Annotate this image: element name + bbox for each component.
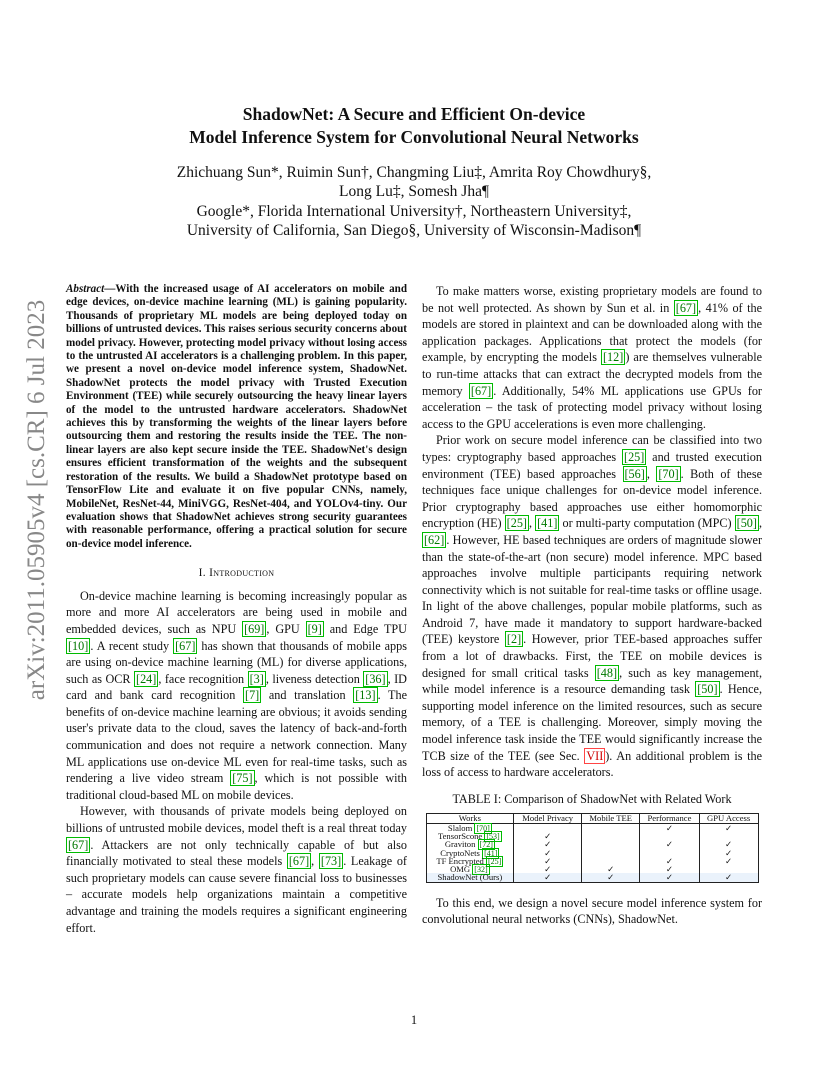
table-caption: TABLE I: Comparison of ShadowNet with Related Work [452,791,732,806]
citation-link[interactable]: [2] [506,632,522,647]
citation-link[interactable]: [24] [136,671,157,686]
table-header-performance: Performance [640,814,700,823]
work-name: OMG [450,864,471,875]
citation-link[interactable]: [48] [596,665,618,680]
citation-link[interactable]: [73] [320,854,342,869]
table-body [426,823,758,882]
citation-link[interactable]: [7] [245,688,260,703]
abstract-text: —With the increased usage of AI accelerators on mobile and edge devices, on-device machine learning (ML) is gaining popularity. Thousands of proprietary ML models are being deployed today on billions of untrusted devices. This raises serious security concerns about model privacy. However, protecting model privacy without losing access to the untrusted AI accelerators is a challenging problem. In this paper, we present a novel on-device model inference system, ShadowNet. ShadowNet protects the model privacy with Trusted Execution Environment (TEE) while securely outsourcing the heavy linear layers of the model to the untrusted hardware accelerators. ShadowNet achieves this by transforming the weights of the linear layers before outsourcing them and restoring the results inside the TEE. The non-linear layers are also kept secure inside the TEE. ShadowNet's design ensures efficient transformation of the weights and the subsequent restoration of the results. We build a ShadowNet prototype based on TensorFlow Lite and evaluate it on five popular CNNs, namely, MobileNet, ResNet-44, MiniVGG, ResNet-404, and YOLOv4-tiny. Our evaluation shows that ShadowNet achieves strong security guarantees with reasonable performance, offering a practical solution for secure on-device model inference. [66,283,407,550]
citation-link[interactable]: [70] [658,466,679,481]
table-header-model-privacy: Model Privacy [514,814,582,823]
table-cell-check: ✓ [640,873,700,882]
work-name: TF Encrypted [436,855,484,866]
paper-title-line-2: Model Inference System for Convolutional Neural Networks [189,127,639,147]
citation-link[interactable]: [12] [603,350,624,365]
arxiv-side-stamp [4,300,64,700]
table-cell-check: ✓ [699,857,758,865]
right-paragraph-3: To this end, we design a novel secure model inference system for convolutional neural networks (CNNs), ShadowNet. [422,895,762,927]
left-column [66,283,407,936]
table-cell-check: ✓ [640,865,700,873]
abstract-label: Abstract [66,283,105,295]
table-cell-check: ✓ [514,873,582,882]
citation-link[interactable]: [25] [624,449,645,464]
table-cell-check: ✓ [514,857,582,865]
table-header-mobile-tee: Mobile TEE [582,814,640,823]
work-name: ShadowNet (Ours) [437,872,503,883]
intro-paragraph-2: However, with thousands of private models being deployed on billions of untrusted mobile devices, model theft is a real threat today [67] . Attackers are not only technically capable of but also financially motivated to steal these models [67] , [73] . Leakage of such proprietary models can cause severe financial loss to businesses – accurate models help organizations maintain a competitive advantage and training the models requires a significant engineering effort. [66,804,407,935]
abstract [66,283,407,551]
citation-link[interactable]: [32] [474,865,488,875]
table-cell-check: ✓ [699,840,758,848]
citation-link[interactable]: [72] [479,840,493,850]
paper-title-line-1: ShadowNet: A Secure and Efficient On-device [242,104,586,124]
table-cell-check: ✓ [514,840,582,848]
citation-link[interactable]: [3] [249,671,264,686]
table-cell-check: ✓ [640,857,700,865]
citation-link[interactable]: [13] [355,688,376,703]
table-header-row [426,814,758,823]
affiliations-line-1: Google*, Florida International University†, Northeastern University‡, [196,203,632,220]
work-name: Graviton [444,839,476,850]
citation-link[interactable]: [36] [365,671,386,686]
affiliations-line-2: University of California, San Diego§, University of Wisconsin-Madison¶ [186,222,642,239]
authors-line-1: Zhichuang Sun*, Ruimin Sun†, Changming Liu‡, Amrita Roy Chowdhury§, [176,164,652,181]
citation-link[interactable]: [67] [175,638,196,653]
work-name: CryptoNets [440,847,480,858]
citation-link[interactable]: [10] [68,638,89,653]
table-header-gpu-access: GPU Access [699,814,758,823]
citation-link[interactable]: [50] [697,682,718,697]
citation-link[interactable]: [25] [488,856,502,866]
table-cell-check: ✓ [514,832,582,840]
right-column [422,283,762,928]
table-cell-check: ✓ [514,849,582,857]
citation-link[interactable]: [69] [244,621,265,636]
table-header-works: Works [426,814,514,823]
citation-link[interactable]: [25] [506,516,527,531]
citation-link[interactable]: [41] [537,516,558,531]
right-paragraph-2: Prior work on secure model inference can be classified into two types: cryptography based approaches [25] and trusted execution environment (TEE) based approaches [56] , [70] . Both of these techniques face unique challenges for on-device model inference. Prior cryptography based approaches use either homomorphic encryption (HE) [25] , [41] or multi-party computation (MPC) [50] , [62] . However, HE based techniques are orders of magnitude slower than the state-of-the-art (non secure) model inference. MPC based approaches involve multiple participants requiring network connectivity which is not suitable for real-time tasks or offline usage. In light of the above challenges, popular mobile platforms, such as Android 7, have made it mandatory to support hardware-backed (TEE) keystore [2] . However, prior TEE-based approaches suffer from a lot of drawbacks. First, the TEE on mobile devices is designed for small critical tasks [48] , such as key management, while model inference is a resource demanding task [50] . Hence, supporting model inference on the limited resources, such as secure memory, of a TEE is challenging. Moreover, simply moving the model inference task inside the TEE would significantly increase the TCB size of the TEE (see Sec. VII ). An additional problem is the loss of access to hardware accelerators. [422,433,763,780]
citation-link[interactable]: [67] [288,854,310,869]
citation-link[interactable]: [67] [470,383,492,398]
citation-link[interactable]: [67] [675,300,697,315]
table-cell-check: ✓ [514,865,582,873]
intro-paragraph-1: On-device machine learning is becoming increasingly popular as more and more AI accelerators are being used in mobile and embedded devices, such as NPU [69] , GPU [9] and Edge TPU [10] . A recent study [67] has shown that thousands of mobile apps are using on-device machine learning (ML) for diverse applications, such as OCR [24] , face recognition [3] , liveness detection [36] , ID card and bank card recognition [7] and translation [13] . The benefits of on-device machine learning are obvious; it avoids sending user's private data to the cloud, saves the latency of back-and-forth communication and does not require a network connection. Many ML applications use on-device ML even for real-time tasks, such as rendering a live video stream [75] , which is not possible with traditional cloud-based ML on mobile devices. [66,588,407,802]
authors-line-2: Long Lu‡, Somesh Jha¶ [339,183,489,200]
arxiv-stamp-text: arXiv:2011.05905v4 [cs.CR] 6 Jul 2023 [23,300,50,700]
table-cell-work [426,873,514,882]
right-paragraph-1: To make matters worse, existing proprietary models are found to be not well protected. As shown by Sun et al. in [67] , 41% of the models are stored in plaintext and can be downloaded along with the application packages. Applications that protect the models (for example, by encrypting the models [12] ) are themselves vulnerable to run-time attacks that can extract the decrypted models from the memory [67] . Additionally, 54% ML applications use GPUs for acceleration – the task of protecting model privacy without losing access to the GPU accelerations is even more challenging. [422,284,762,431]
table-cell-check [582,849,640,857]
citation-link[interactable]: [70] [476,823,490,833]
table-cell-check: ✓ [582,873,640,882]
work-name: TensorScone [437,831,483,841]
table-row [426,873,758,882]
table-cell-check [582,832,640,840]
citation-link[interactable]: [75] [232,771,253,786]
section-ref-link[interactable]: VII [586,748,604,763]
work-name: Slalom [447,822,473,833]
citation-link[interactable]: [56] [624,466,645,481]
comparison-table [426,813,759,882]
citation-link[interactable]: [50] [736,516,757,531]
table-cell-check: ✓ [699,849,758,857]
citation-link[interactable]: [9] [307,621,322,636]
table-cell-check: ✓ [640,823,700,832]
citation-link[interactable]: [67] [68,837,89,852]
page-number: 1 [410,1013,418,1027]
table-cell-check: ✓ [582,865,640,873]
table-cell-check: ✓ [699,823,758,832]
table-cell-check [582,840,640,848]
citation-link[interactable]: [41] [484,848,498,858]
table-cell-check [582,823,640,832]
table-cell-check: ✓ [699,873,758,882]
section-heading-introduction: I. Introduction [198,567,275,580]
citation-link[interactable]: [53] [486,832,500,841]
table-cell-check: ✓ [640,840,700,848]
citation-link[interactable]: [62] [424,532,445,547]
